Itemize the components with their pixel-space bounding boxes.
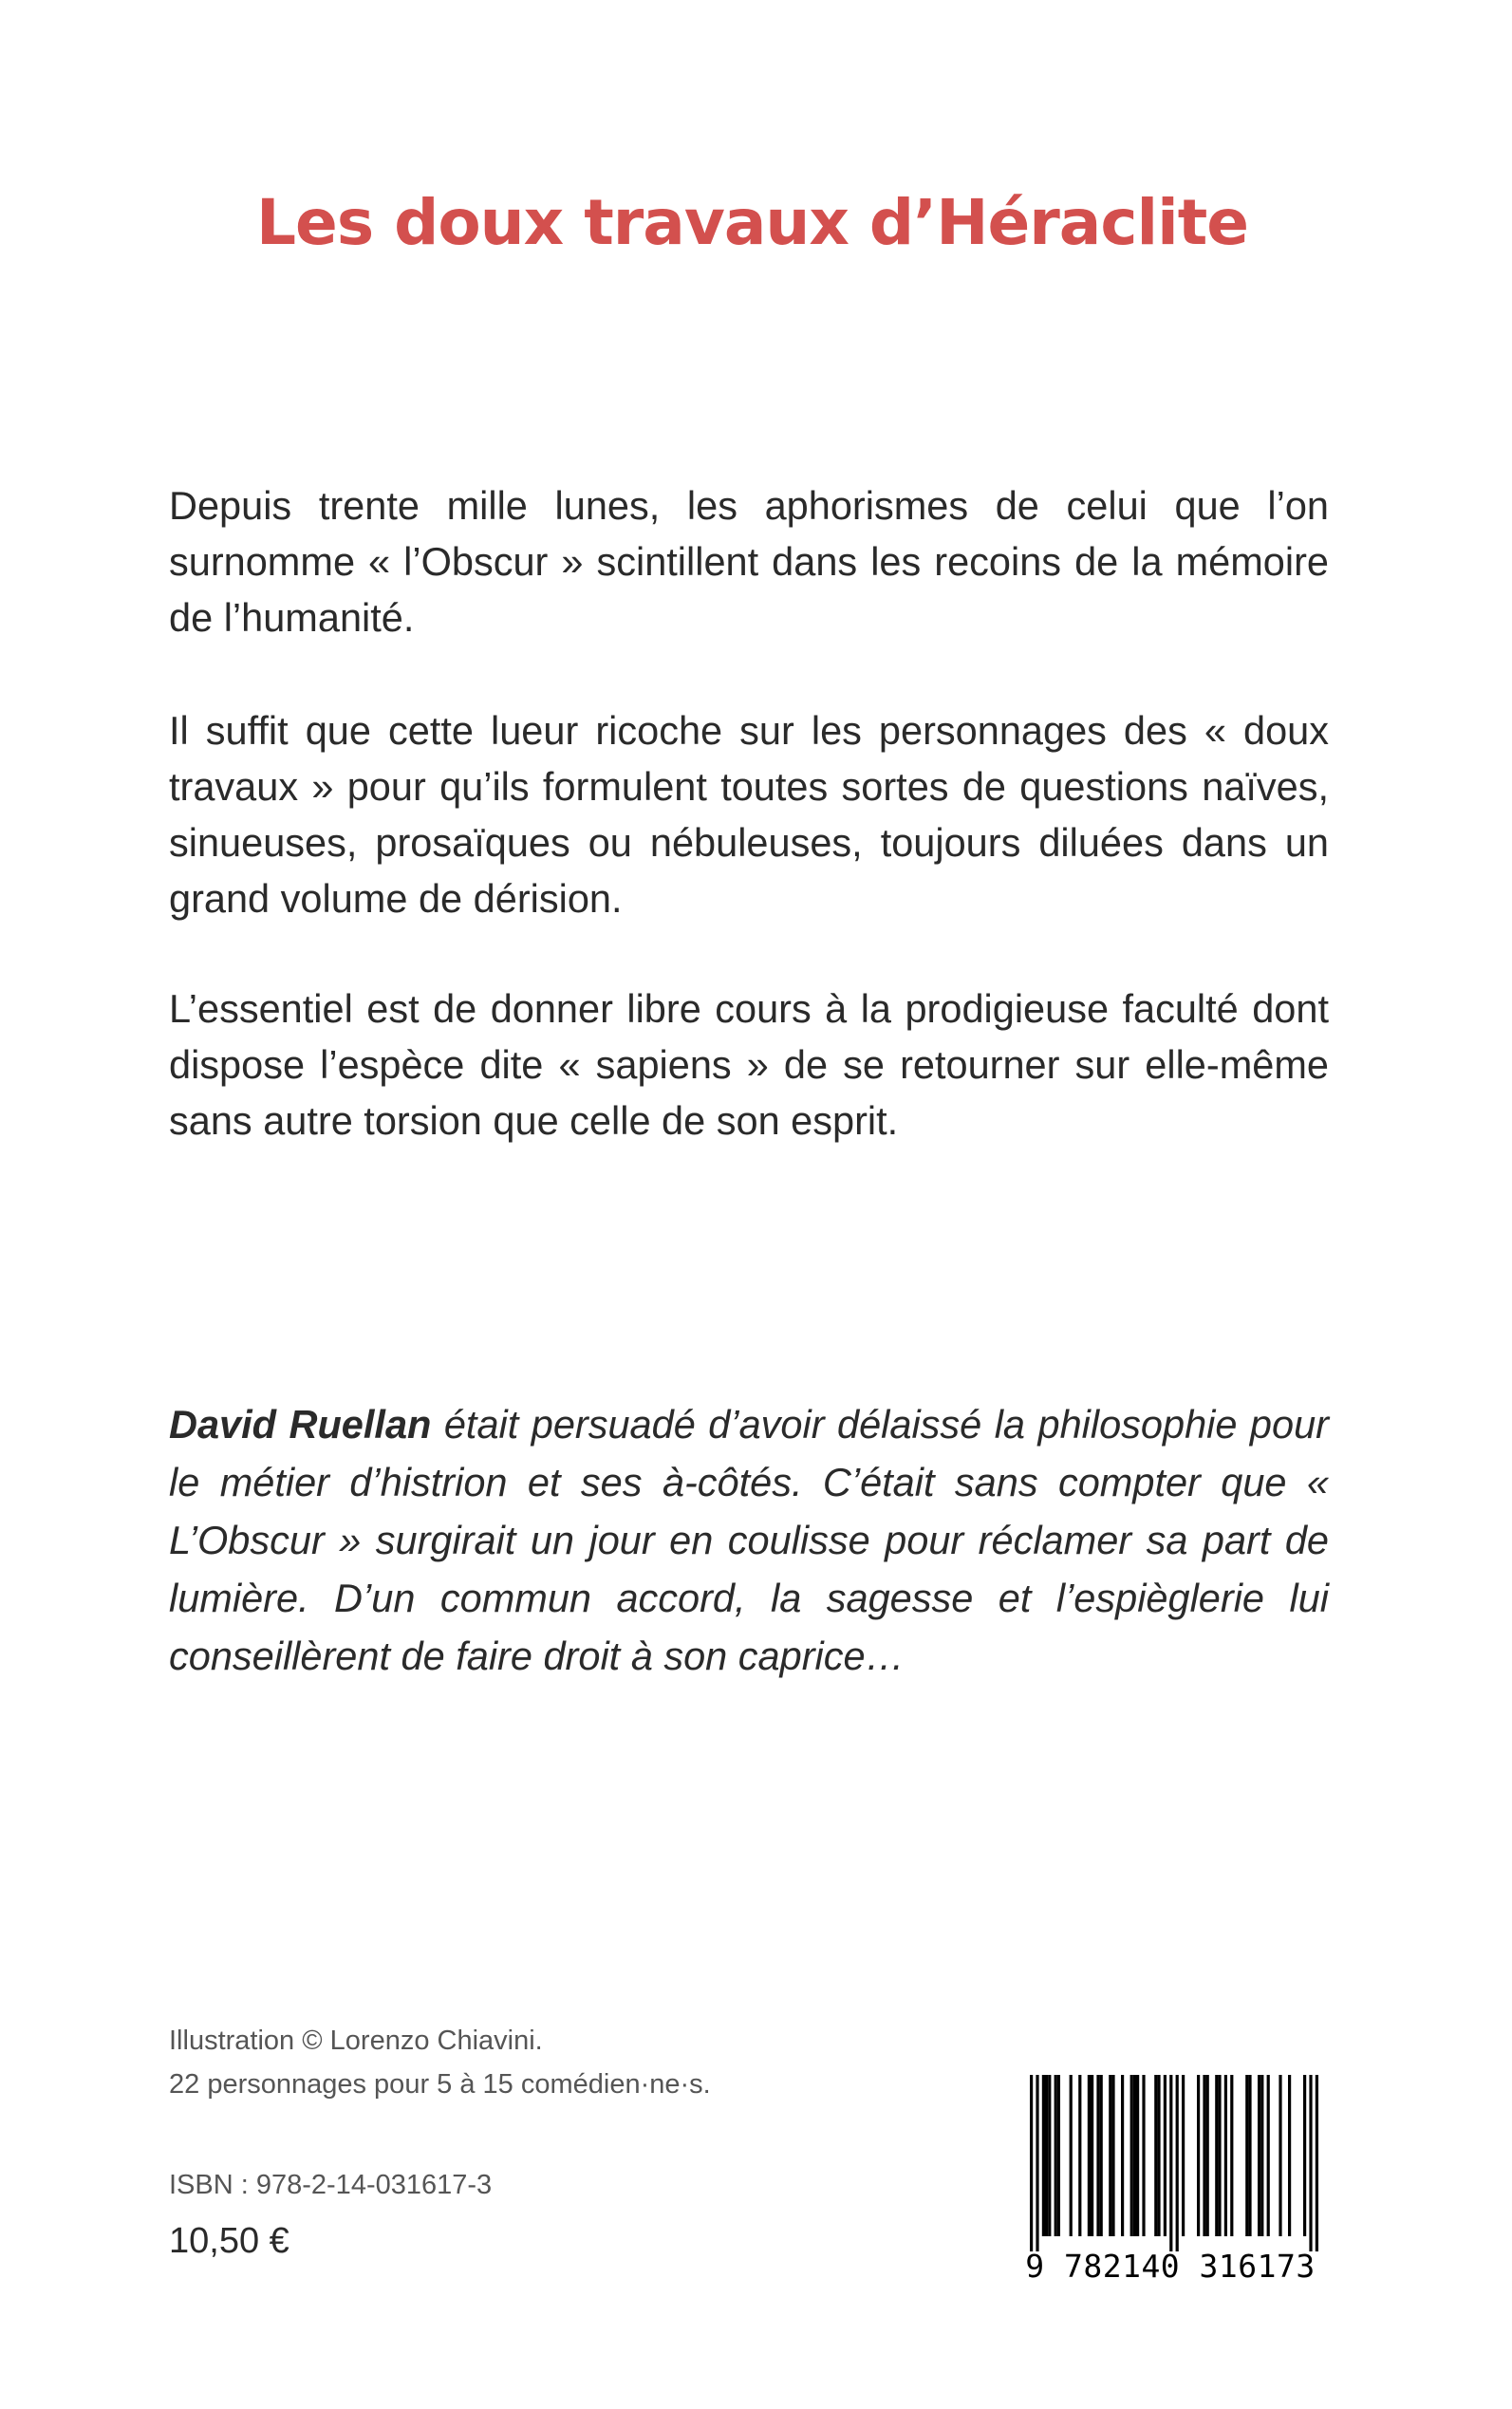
isbn: ISBN : 978-2-14-031617-3 — [169, 2170, 493, 2200]
barcode-bar — [1096, 2075, 1099, 2236]
barcode-bar — [1142, 2075, 1145, 2236]
cast-info: 22 personnages pour 5 à 15 comédien·ne·s. — [169, 2069, 711, 2100]
barcode-bar — [1316, 2075, 1318, 2251]
barcode-bar — [1224, 2075, 1227, 2236]
blurb-paragraph-2: Il suffit que cette lueur ricoche sur les personnages des « doux travaux » pour qu’ils formulent toutes sortes de questions naïves, sinueuses, prosaïques ou nébuleuses, toujours diluées dans un grand volume de dérision. — [169, 708, 1329, 921]
barcode-bar — [1206, 2075, 1209, 2236]
barcode-bar — [1042, 2075, 1045, 2236]
barcode-bar — [1288, 2075, 1291, 2236]
barcode-bar — [1157, 2075, 1160, 2236]
author-name: David Ruellan — [169, 1402, 432, 1447]
barcode-bar — [1111, 2075, 1114, 2236]
barcode-bar — [1048, 2075, 1051, 2236]
barcode-bar — [1088, 2075, 1091, 2236]
barcode-digits: 9 782140 316173 — [1025, 2248, 1316, 2285]
barcode-bar — [1230, 2075, 1233, 2236]
barcode-bar — [1176, 2075, 1179, 2251]
barcode-bar — [1045, 2075, 1048, 2236]
credits — [169, 2019, 711, 2106]
barcode-bar — [1109, 2075, 1111, 2236]
barcode-bar — [1203, 2075, 1205, 2236]
barcode-bar — [1197, 2075, 1200, 2236]
barcode-bar — [1055, 2075, 1057, 2236]
barcode-bar — [1100, 2075, 1103, 2236]
barcode-bar — [1169, 2075, 1172, 2251]
blurb-paragraph-1: Depuis trente mille lunes, les aphorismes de celui que l’on surnomme « l’Obscur » scintillent dans les recoins de la mémoire de l’humanité. — [169, 483, 1329, 640]
barcode-bar — [1133, 2075, 1136, 2236]
barcode-bar — [1309, 2075, 1312, 2251]
barcode-bar — [1267, 2075, 1270, 2236]
barcode-bar — [1078, 2075, 1081, 2236]
author-bio — [169, 1395, 1329, 1685]
barcode-bar — [1248, 2075, 1251, 2236]
illustration-credit: Illustration © Lorenzo Chiavini. — [169, 2026, 543, 2056]
barcode-bar — [1215, 2075, 1218, 2236]
barcode-bar — [1030, 2075, 1033, 2251]
barcode-bar — [1057, 2075, 1060, 2236]
barcode-bar — [1121, 2075, 1124, 2236]
author-bio-text: était persuadé d’avoir délaissé la philosophie pour le métier d’histrion et ses à-côtés. C’était sans compter que « L’Obscur » surgirait un jour en coulisse pour réclamer sa part de lumière. D’un commun accord, la sagesse et l’espièglerie lui conseillèrent de faire droit à son caprice… — [169, 1402, 1329, 1678]
barcode — [1011, 2071, 1330, 2289]
barcode-bar — [1136, 2075, 1139, 2236]
barcode-bar — [1154, 2075, 1157, 2236]
barcode-bar — [1130, 2075, 1133, 2236]
blurb-paragraph-3: L’essentiel est de donner libre cours à la prodigieuse faculté dont dispose l’espèce dite « sapiens » de se retourner sur elle-même sans autre torsion que celle de son esprit. — [169, 986, 1329, 1143]
barcode-bar — [1164, 2075, 1167, 2236]
barcode-bar — [1070, 2075, 1073, 2236]
barcode-bar — [1218, 2075, 1221, 2236]
barcode-bar — [1260, 2075, 1263, 2236]
book-title: Les doux travaux d’Héraclite — [256, 186, 1249, 259]
barcode-bars — [1011, 2071, 1330, 2251]
barcode-bar — [1303, 2075, 1306, 2236]
barcode-bar — [1245, 2075, 1248, 2236]
barcode-bar — [1182, 2075, 1185, 2236]
price: 10,50 € — [169, 2221, 289, 2261]
barcode-bar — [1091, 2075, 1093, 2236]
barcode-bar — [1279, 2075, 1281, 2236]
barcode-bar — [1036, 2075, 1038, 2251]
barcode-bar — [1258, 2075, 1260, 2236]
